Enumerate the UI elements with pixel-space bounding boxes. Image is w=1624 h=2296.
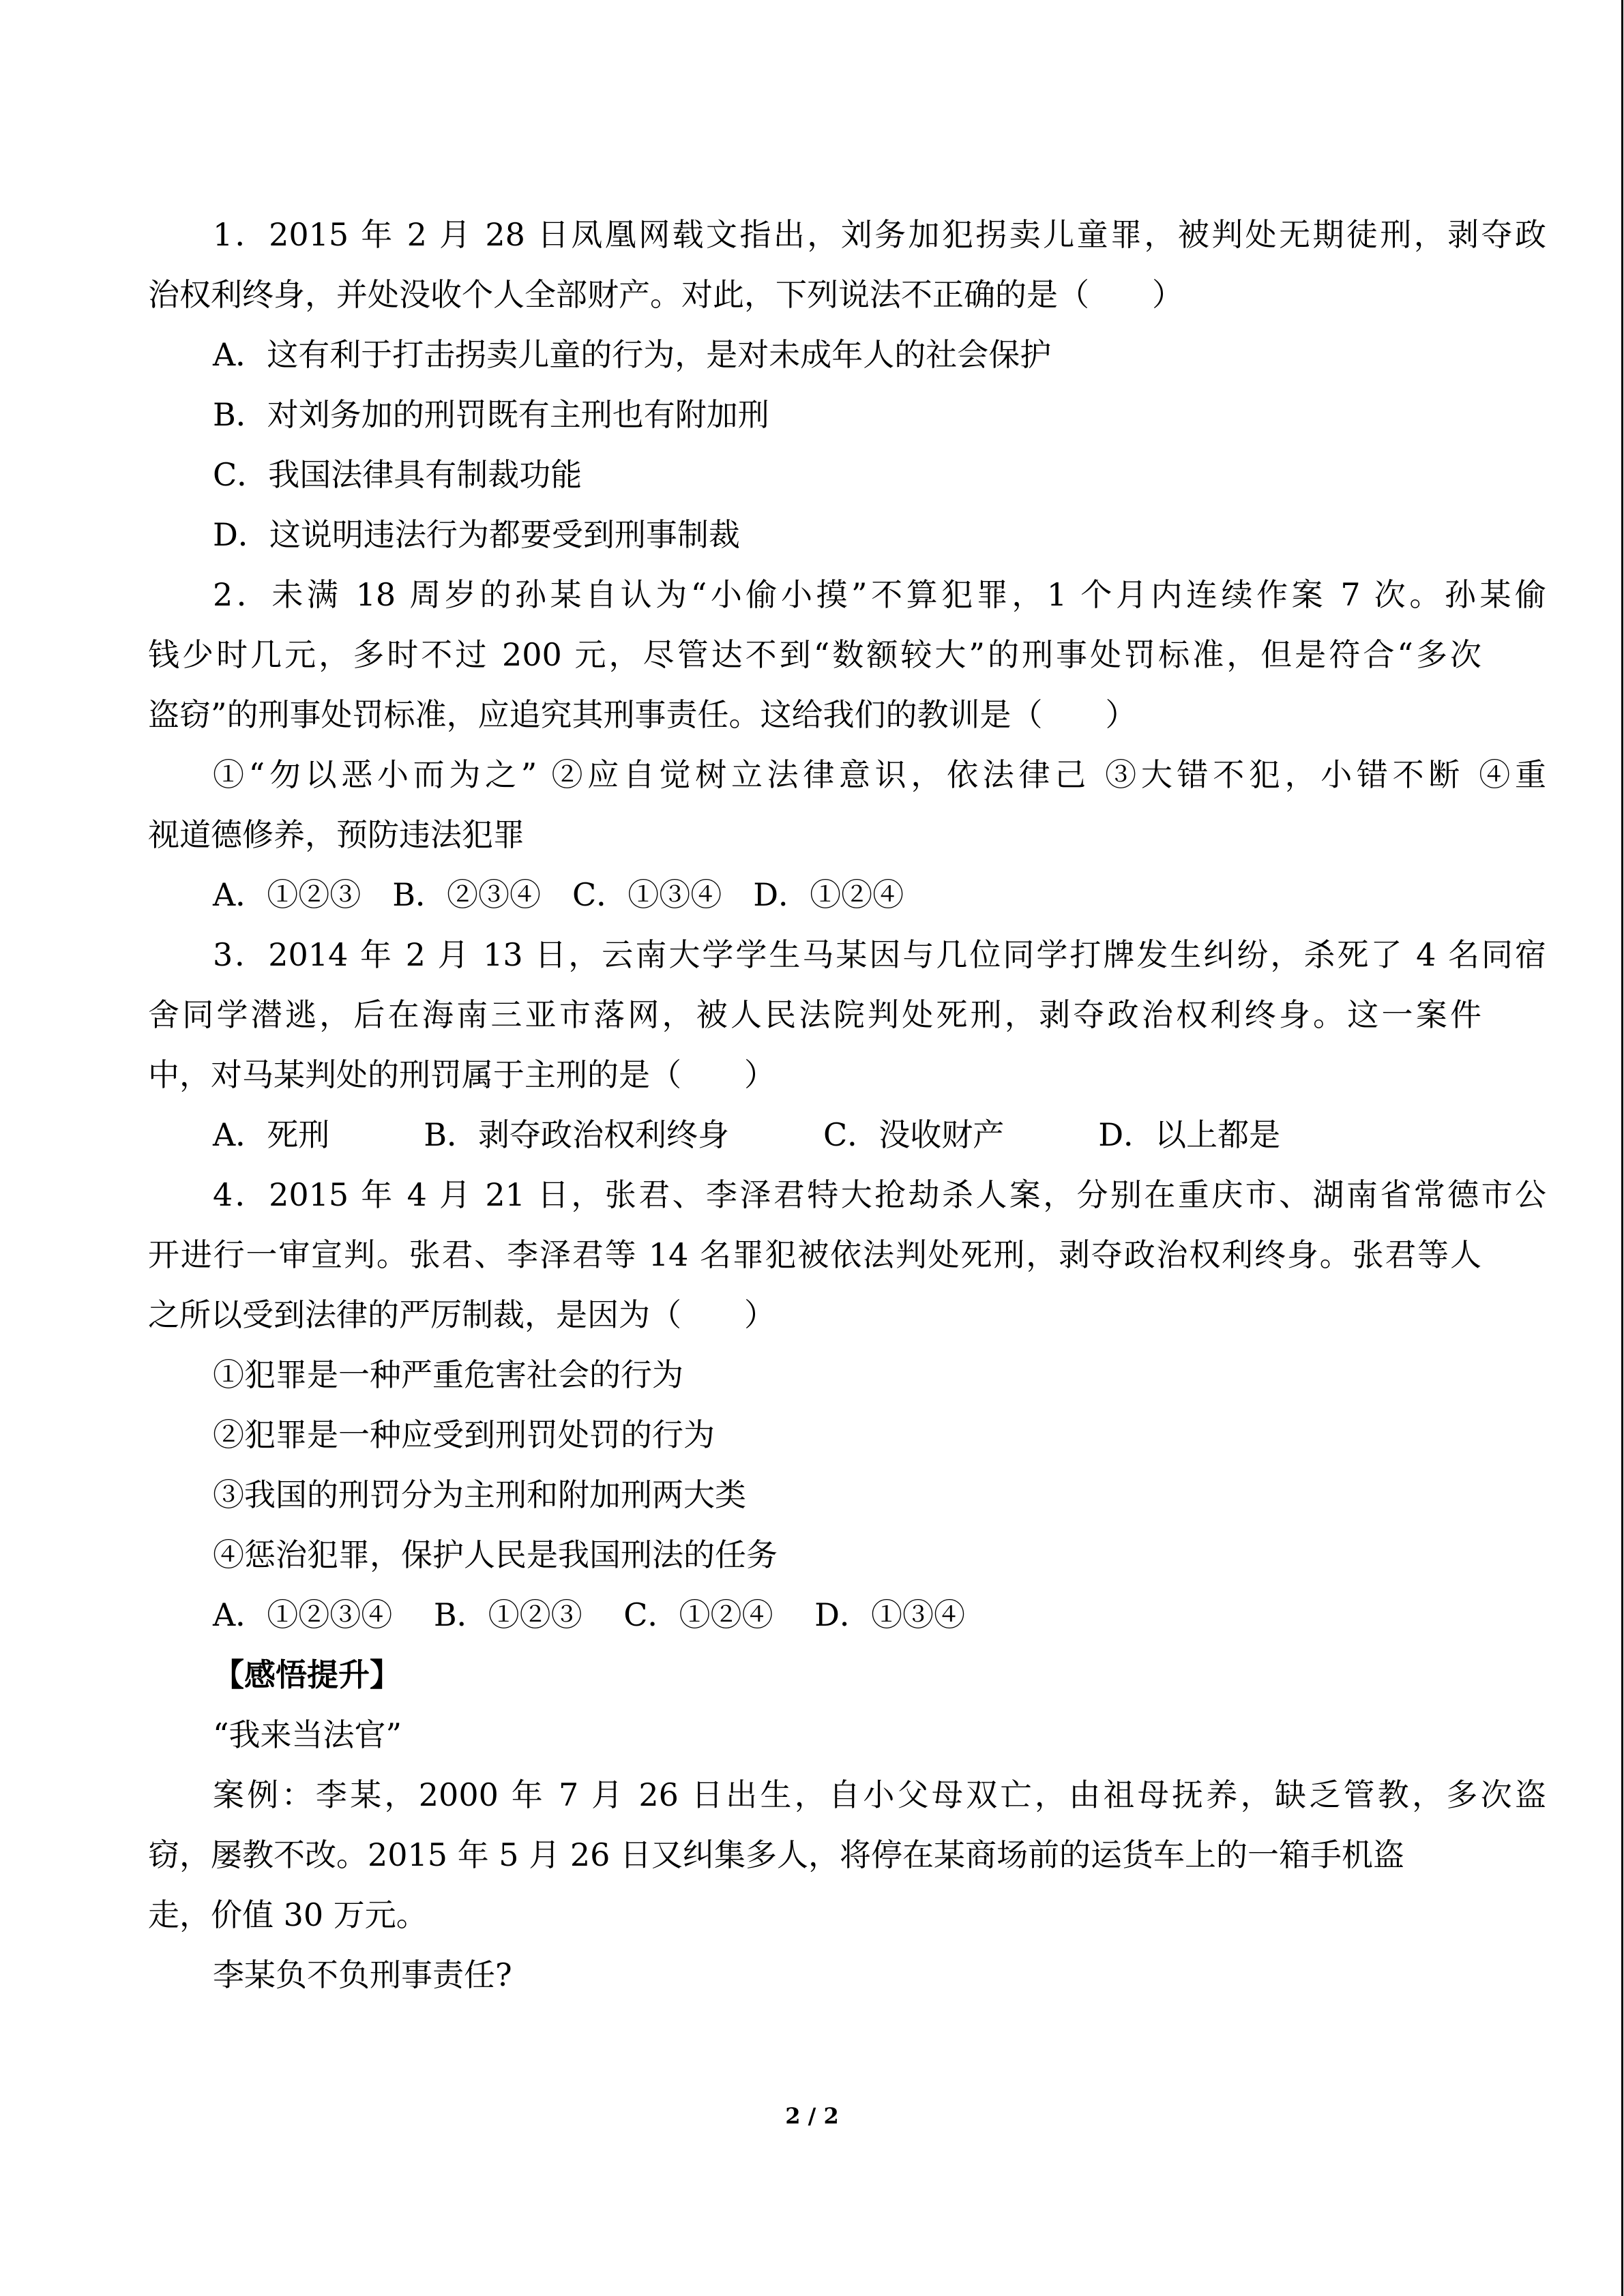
q4-stem-line-1: 4．2015 年 4 月 21 日，张君、李泽君特大抢劫杀人案，分别在重庆市、湖南省常德市公: [213, 1176, 1546, 1213]
q4-statement-4: ④惩治犯罪，保护人民是我国刑法的任务: [213, 1536, 778, 1573]
q1-option-a: A．这有利于打击拐卖儿童的行为，是对未成年人的社会保护: [213, 336, 1052, 373]
q2-stem-line-3: 盗窃”的刑事处罚标准，应追究其刑事责任。这给我们的教训是（ ）: [148, 696, 1137, 733]
q4-stem-line-2: 开进行一审宣判。张君、李泽君等 14 名罪犯被依法判处死刑，剥夺政治权利终身。张君等人: [148, 1236, 1481, 1273]
q4-options: A．①②③④ B．①②③ C．①②④ D．①③④: [213, 1596, 965, 1633]
case-line-1: 案例：李某，2000 年 7 月 26 日出生，自小父母双亡，由祖母抚养，缺乏管教，多次盗: [213, 1776, 1546, 1813]
q3-stem-line-2: 舍同学潜逃，后在海南三亚市落网，被人民法院判处死刑，剥夺政治权利终身。这一案件: [148, 996, 1481, 1033]
q3-stem-line-3: 中，对马某判处的刑罚属于主刑的是（ ）: [148, 1056, 776, 1093]
case-line-2: 窃，屡教不改。2015 年 5 月 26 日又纠集多人，将停在某商场前的运货车上的一箱手机盗: [148, 1836, 1404, 1873]
q4-statement-3: ③我国的刑罚分为主刑和附加刑两大类: [213, 1476, 746, 1513]
q3-options: A．死刑 B．剥夺政治权利终身 C．没收财产 D．以上都是: [213, 1116, 1281, 1153]
q2-statements-line-2: 视道德修养，预防违法犯罪: [148, 816, 525, 853]
q2-options: A．①②③ B．②③④ C．①③④ D．①②④: [213, 876, 904, 913]
q1-stem-line-2: 治权利终身，并处没收个人全部财产。对此，下列说法不正确的是（ ）: [148, 276, 1183, 313]
q1-stem-line-1: 1．2015 年 2 月 28 日凤凰网载文指出，刘务加犯拐卖儿童罪，被判处无期徒刑，剥夺政: [213, 216, 1546, 253]
page-number: 2 / 2: [785, 2103, 839, 2129]
case-line-3: 走，价值 30 万元。: [148, 1896, 428, 1933]
q4-statement-2: ②犯罪是一种应受到刑罚处罚的行为: [213, 1416, 715, 1453]
case-question: 李某负不负刑事责任?: [213, 1956, 512, 1993]
q2-stem-line-1: 2．未满 18 周岁的孙某自认为“小偷小摸”不算犯罪，1 个月内连续作案 7 次。孙某偷: [213, 576, 1546, 613]
q1-option-b: B．对刘务加的刑罚既有主刑也有附加刑: [213, 396, 769, 433]
page-edge-line: [1621, 0, 1623, 2296]
section-subtitle: “我来当法官”: [213, 1716, 402, 1753]
section-heading: 【感悟提升】: [213, 1656, 401, 1693]
q4-stem-line-3: 之所以受到法律的严厉制裁，是因为（ ）: [148, 1296, 776, 1333]
q2-statements-line-1: ①“勿以恶小而为之” ②应自觉树立法律意识，依法律己 ③大错不犯，小错不断 ④重: [213, 756, 1546, 793]
q2-stem-line-2: 钱少时几元，多时不过 200 元，尽管达不到“数额较大”的刑事处罚标准，但是符合“多次: [148, 636, 1481, 673]
q3-stem-line-1: 3．2014 年 2 月 13 日，云南大学学生马某因与几位同学打牌发生纠纷，杀死了 4 名同宿: [213, 936, 1546, 973]
q4-statement-1: ①犯罪是一种严重危害社会的行为: [213, 1356, 683, 1393]
q1-option-c: C．我国法律具有制裁功能: [213, 456, 582, 493]
q1-option-d: D．这说明违法行为都要受到刑事制裁: [213, 516, 740, 553]
